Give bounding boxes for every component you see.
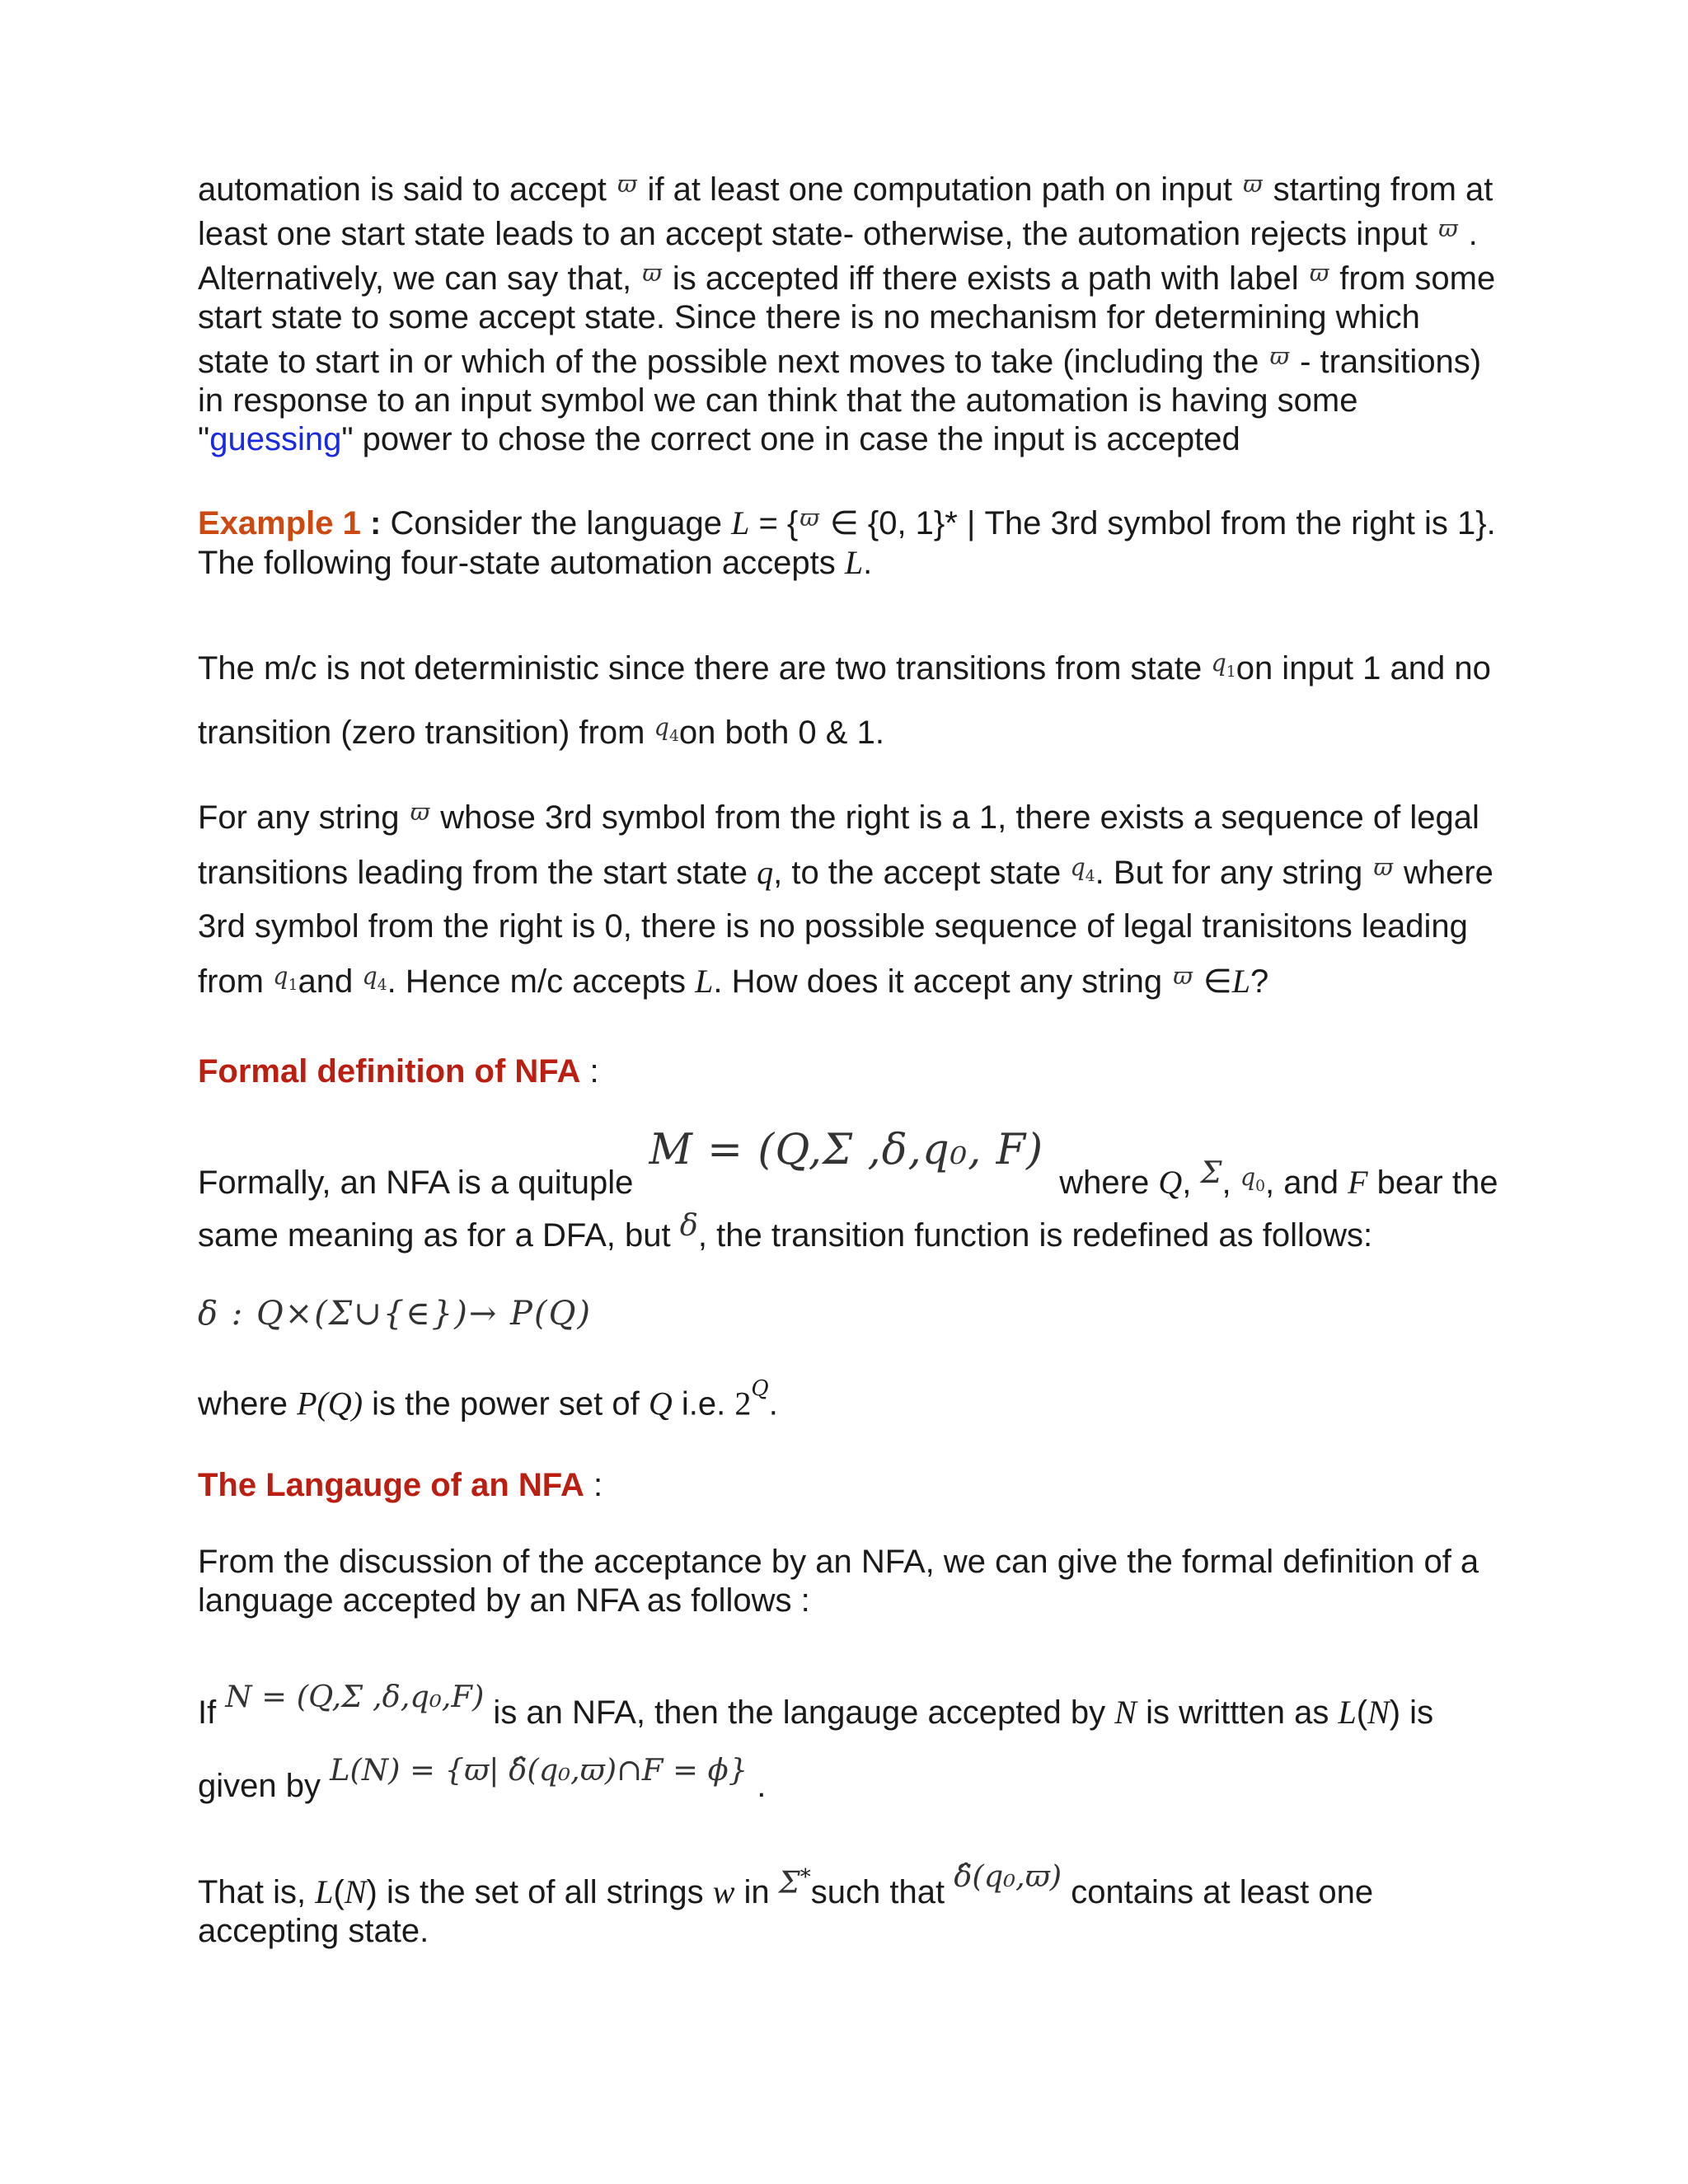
example-colon: : <box>360 505 382 542</box>
language-symbol: L <box>1231 962 1250 1000</box>
paragraph-example-1 <box>198 499 1500 583</box>
text: . Hence m/c accepts <box>387 963 696 1000</box>
state-index: 4 <box>377 976 387 994</box>
state-index: 4 <box>1085 867 1095 885</box>
text: . But for any string <box>1095 855 1372 892</box>
states-symbol: Q <box>648 1385 673 1422</box>
text: For any string <box>198 799 409 836</box>
extended-transition-equation: δ̂(q₀,ϖ) <box>954 1858 1062 1894</box>
text: whose 3rd symbol from the right is a 1, there exists a sequence of legal transitions leading from the start state <box>198 799 1479 892</box>
text: where <box>198 1385 298 1422</box>
text: is accepted iff there exists a path with label <box>663 260 1308 298</box>
alphabet-symbol: Σ <box>1200 1155 1222 1191</box>
final-states-symbol: F <box>1348 1164 1368 1202</box>
state-q4 <box>654 713 679 745</box>
omega-symbol: ϖ <box>1269 342 1289 371</box>
state-letter: q <box>1240 1163 1256 1192</box>
text: The m/c is not deterministic since there are two transitions from state <box>198 650 1212 687</box>
text: Formally, an NFA is a quituple <box>198 1165 643 1202</box>
text: . <box>863 545 873 582</box>
text: ∈ <box>1193 963 1232 1000</box>
text: , <box>1182 1165 1201 1202</box>
nfa-symbol: N <box>1367 1694 1390 1732</box>
text: ) is given by <box>198 1694 1434 1805</box>
omega-symbol: ϖ <box>799 504 819 532</box>
state-q4 <box>362 961 387 994</box>
omega-symbol: ϖ <box>410 797 430 826</box>
text: starting from at least one start state leads to an accept state- otherwise, the automation rejects input <box>198 171 1493 253</box>
text: and <box>298 963 363 1000</box>
document-page <box>198 165 1500 1951</box>
omega-symbol: ϖ <box>1438 214 1458 243</box>
text: such that <box>810 1873 954 1910</box>
text: is writtten as <box>1136 1694 1339 1732</box>
text: ) is the set of all strings <box>366 1873 713 1910</box>
language-symbol: L <box>315 1872 334 1910</box>
language-symbol: L <box>1338 1694 1357 1732</box>
guessing-link[interactable]: guessing <box>209 421 342 458</box>
text: contains at least one accepting state. <box>198 1873 1374 1949</box>
text: ( <box>333 1873 345 1910</box>
text: - transitions) in response to an input symbol we can think that the automation is having some " <box>198 344 1482 458</box>
text: on input 1 and no transition (zero transition) from <box>198 650 1491 752</box>
text: . <box>768 1385 778 1422</box>
text: is an NFA, then the langauge accepted by <box>484 1694 1115 1732</box>
state-letter: q <box>1070 852 1085 881</box>
text: Consider the language <box>381 505 732 542</box>
language-symbol: L <box>731 504 750 542</box>
text: , the transition function is redefined as follows: <box>697 1216 1373 1254</box>
text: , and <box>1265 1165 1348 1202</box>
paragraph-language-summary <box>198 1857 1500 1951</box>
heading-language-of-nfa <box>198 1466 1500 1505</box>
paragraph-formal-quintuple <box>198 1125 1500 1254</box>
text: . Alternatively, we can say that, <box>198 216 1478 298</box>
nfa-symbol: N <box>1114 1694 1137 1732</box>
text: ? <box>1250 963 1269 1000</box>
states-symbol: Q <box>1158 1164 1183 1202</box>
power-set-symbol: P(Q) <box>297 1385 363 1422</box>
text: ( <box>1356 1694 1368 1732</box>
omega-symbol: ϖ <box>642 259 662 288</box>
section-heading-label: The Langauge of an NFA <box>198 1467 584 1504</box>
paragraph-language-definition <box>198 1668 1500 1815</box>
paragraph-string-acceptance <box>198 787 1500 1010</box>
text: if at least one computation path on input <box>638 171 1242 209</box>
text: i.e. <box>672 1385 735 1422</box>
text: That is, <box>198 1873 316 1910</box>
state-letter: q <box>273 961 288 990</box>
omega-symbol: ϖ <box>1373 852 1393 881</box>
text: . <box>748 1768 767 1805</box>
state-q1 <box>273 961 298 994</box>
omega-symbol: ϖ <box>1173 961 1193 990</box>
paragraph-not-deterministic <box>198 635 1500 764</box>
text: = { <box>749 505 799 542</box>
paragraph-power-set <box>198 1370 1500 1423</box>
nfa-n-equation: N = (Q,Σ ,δ,q₀,F) <box>225 1679 485 1715</box>
heading-suffix: : <box>580 1053 599 1090</box>
text: in <box>734 1873 779 1910</box>
text: , <box>1221 1165 1240 1202</box>
language-symbol: L <box>695 962 714 1000</box>
power-exponent: Q <box>751 1376 769 1401</box>
string-symbol: w <box>712 1872 735 1910</box>
state-q4 <box>1070 852 1095 885</box>
heading-formal-definition <box>198 1052 1500 1091</box>
omega-symbol: ϖ <box>1243 170 1263 198</box>
start-state-q0 <box>1240 1163 1266 1195</box>
state-index: 0 <box>1255 1177 1266 1195</box>
language-symbol: L <box>844 544 864 582</box>
omega-symbol: ϖ <box>1309 259 1329 288</box>
section-heading-label: Formal definition of NFA <box>198 1053 581 1090</box>
text: where 3rd symbol from the right is 0, there is no possible sequence of legal tranisitons leading from <box>198 855 1493 1000</box>
paragraph-transition-function <box>198 1295 1500 1333</box>
text: on both 0 & 1. <box>678 715 884 752</box>
text: . How does it accept any string <box>713 963 1172 1000</box>
paragraph-acceptance <box>198 165 1500 459</box>
text: From the discussion of the acceptance by an NFA, we can give the formal definition of a language accepted by an NFA as follows : <box>198 1544 1479 1619</box>
state-index: 4 <box>668 727 679 745</box>
nfa-tuple-equation: M = (Q,Σ ,δ,q₀, F) <box>649 1125 1044 1175</box>
heading-suffix: : <box>584 1467 603 1504</box>
language-set-equation: L(N) = {ϖ| δ̂(q₀,ϖ)∩F = ϕ} <box>330 1752 748 1788</box>
state-letter: q <box>654 713 669 742</box>
text: where <box>1050 1165 1159 1202</box>
text: ∈ {0, 1}* | The 3rd symbol from the right is 1}. The following four-state automation accepts <box>198 505 1496 582</box>
text: is the power set of <box>363 1385 649 1422</box>
state-q1 <box>1211 649 1236 682</box>
nfa-symbol: N <box>344 1872 367 1910</box>
kleene-star: * <box>799 1864 811 1890</box>
text: , to the accept state <box>773 855 1071 892</box>
omega-symbol: ϖ <box>617 170 637 198</box>
alphabet-symbol: Σ <box>778 1864 800 1900</box>
example-label: Example 1 <box>198 505 361 542</box>
text: automation is said to accept <box>198 171 616 209</box>
state-q: q <box>757 854 774 892</box>
state-letter: q <box>362 961 377 990</box>
state-index: 1 <box>1226 663 1236 682</box>
text: " power to chose the correct one in case the input is accepted <box>341 421 1240 458</box>
power-base: 2 <box>734 1385 752 1422</box>
text: from some start state to some accept state. Since there is no mechanism for determining which state to start in or which of the possible next moves to take (including the <box>198 260 1496 381</box>
state-letter: q <box>1211 649 1226 677</box>
delta-symbol: δ <box>679 1207 698 1243</box>
text: If <box>198 1694 226 1732</box>
transition-function-equation: δ : Q×(Σ∪{∈})→ P(Q) <box>198 1294 592 1333</box>
state-index: 1 <box>288 976 298 994</box>
paragraph-discussion <box>198 1543 1500 1620</box>
text: bear the same meaning as for a DFA, but <box>198 1165 1498 1254</box>
